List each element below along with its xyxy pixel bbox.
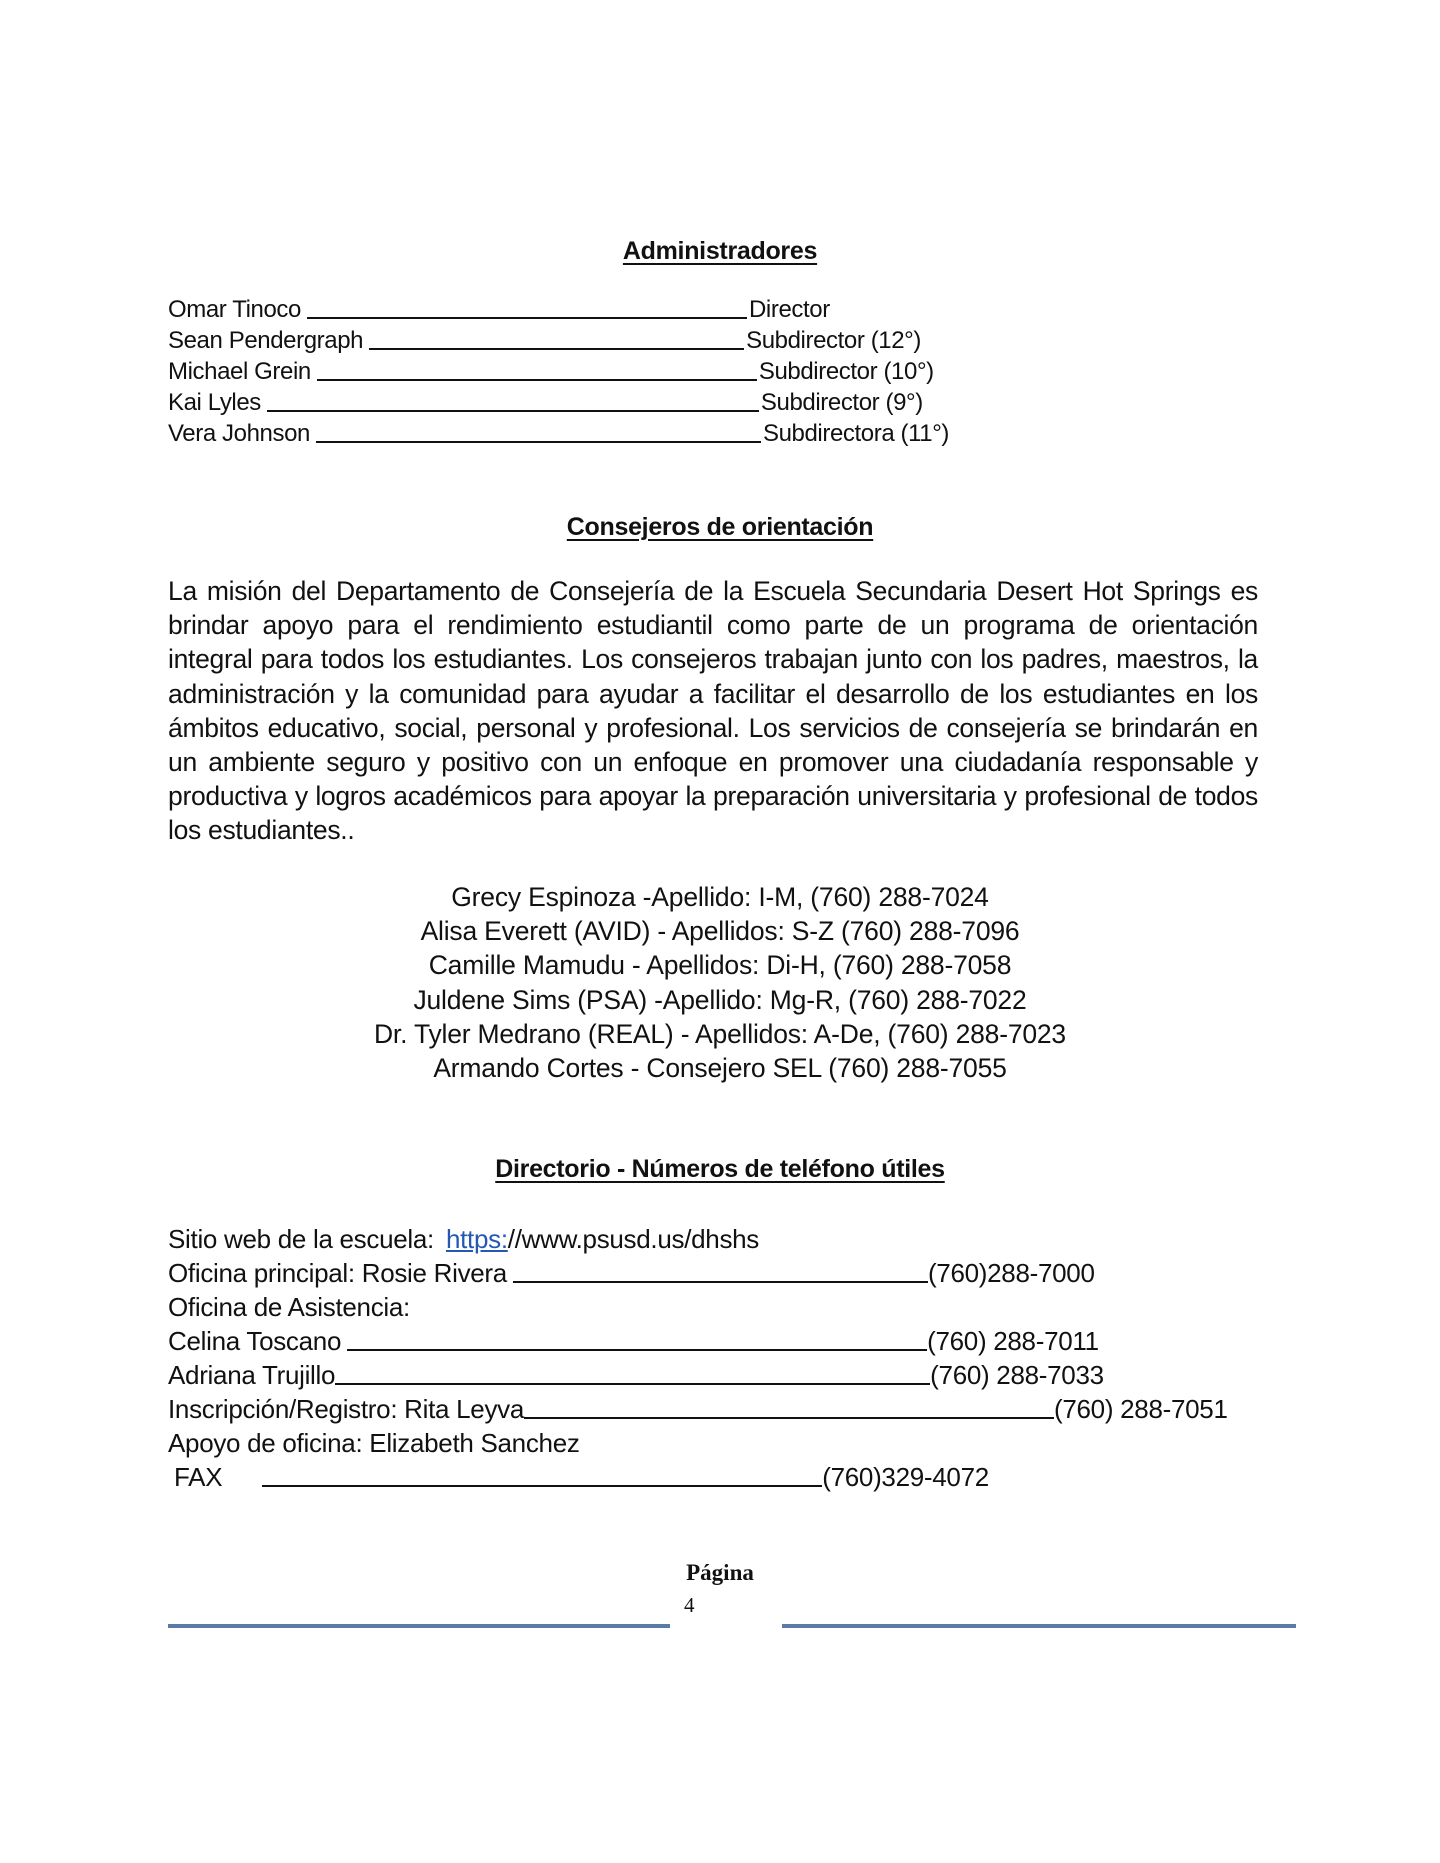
counselor-item: Camille Mamudu - Apellidos: Di-H, (760) 288-7058 [428,950,1012,981]
admin-role: Subdirectora (11°) [762,420,950,447]
mission-paragraph: La misión del Departamento de Consejería de la Escuela Secundaria Desert Hot Springs es brindar apoyo para el rendimiento estudiantil como parte de un programa de orientación integral para todos los estudiantes. Los consejeros trabajan junto con los padres, maestros, la administración y la comunidad para ayudar a facilitar el desarrollo de los estudiantes en los ámbitos educativo, social, personal y profesional. Los servicios de consejería se brindarán en un ambiente seguro y positivo con un enfoque en promover una ciudadanía responsable y productiva y logros académicos para apoyar la preparación universitaria y profesional de todos los estudiantes.. [168,576,1258,846]
leader-line [316,441,761,443]
leader-line [317,379,757,381]
admin-role: Subdirector (9°) [760,389,923,416]
administradores-heading: Administradores [622,237,818,265]
directory-label: FAX [174,1462,223,1492]
directory-phone: (760)288-7000 [927,1258,1095,1288]
footer-rule-left [168,1624,670,1628]
admin-row [168,386,923,417]
directory-label: Apoyo de oficina: Elizabeth Sanchez [168,1428,580,1458]
counselor-item: Alisa Everett (AVID) - Apellidos: S-Z (760) 288-7096 [420,916,1020,947]
consejeros-heading: Consejeros de orientación [566,513,874,541]
counselor-item: Armando Cortes - Consejero SEL (760) 288-7055 [433,1052,1007,1083]
directory-phone: (760) 288-7051 [1054,1394,1228,1424]
directorio-heading: Directorio - Números de teléfono útiles [495,1155,945,1183]
admin-role: Subdirector (10°) [758,358,934,385]
counselor-list [0,880,1440,1085]
directory-phone: (760)329-4072 [822,1462,989,1492]
directory-row [168,1255,1095,1289]
directory-row [168,1357,1104,1391]
website-label: Sitio web de la escuela: [168,1224,434,1254]
directory-phone: (760) 288-7011 [927,1326,1099,1356]
admin-row [168,355,934,386]
leader-line [524,1417,1054,1419]
footer-page-label: Página [686,1560,754,1585]
admin-name: Omar Tinoco [168,296,301,323]
leader-line [267,410,759,412]
leader-line [347,1349,927,1351]
admin-role: Director [748,296,830,323]
website-url: //www.psusd.us/dhshs [507,1224,759,1254]
website-row [168,1221,759,1255]
leader-line [513,1281,928,1283]
directory-label: Oficina de Asistencia: [168,1292,410,1322]
leader-line [335,1383,930,1385]
admin-role: Subdirector (12°) [746,327,921,354]
counselor-item: Juldene Sims (PSA) -Apellido: Mg-R, (760) 288-7022 [413,984,1027,1015]
footer-page-number: 4 [684,1593,695,1617]
leader-line [262,1485,822,1487]
admin-name: Michael Grein [168,358,311,385]
counselor-item: Grecy Espinoza -Apellido: I-M, (760) 288-7024 [451,882,989,912]
directory-row [168,1391,1228,1425]
counselor-item: Dr. Tyler Medrano (REAL) - Apellidos: A-De, (760) 288-7023 [374,1018,1066,1049]
directory-row [168,1323,1099,1357]
admin-row [168,293,830,324]
directory-label: Adriana Trujillo [168,1360,336,1390]
admin-row [168,324,921,355]
directory-phone: (760) 288-7033 [930,1360,1104,1390]
admin-row [168,417,949,448]
website-link[interactable]: https: [445,1224,508,1254]
directory-label: Inscripción/Registro: Rita Leyva [168,1394,524,1424]
directory-row [168,1289,410,1323]
admin-name: Sean Pendergraph [168,327,364,354]
leader-line [369,348,744,350]
directory-label: Celina Toscano [168,1326,342,1356]
footer-rule-right [782,1624,1296,1628]
directory-label: Oficina principal: Rosie Rivera [168,1258,507,1288]
admin-name: Kai Lyles [168,389,261,416]
fax-row [174,1459,989,1493]
directory-row [168,1425,580,1459]
admin-name: Vera Johnson [168,420,310,447]
leader-line [307,317,747,319]
